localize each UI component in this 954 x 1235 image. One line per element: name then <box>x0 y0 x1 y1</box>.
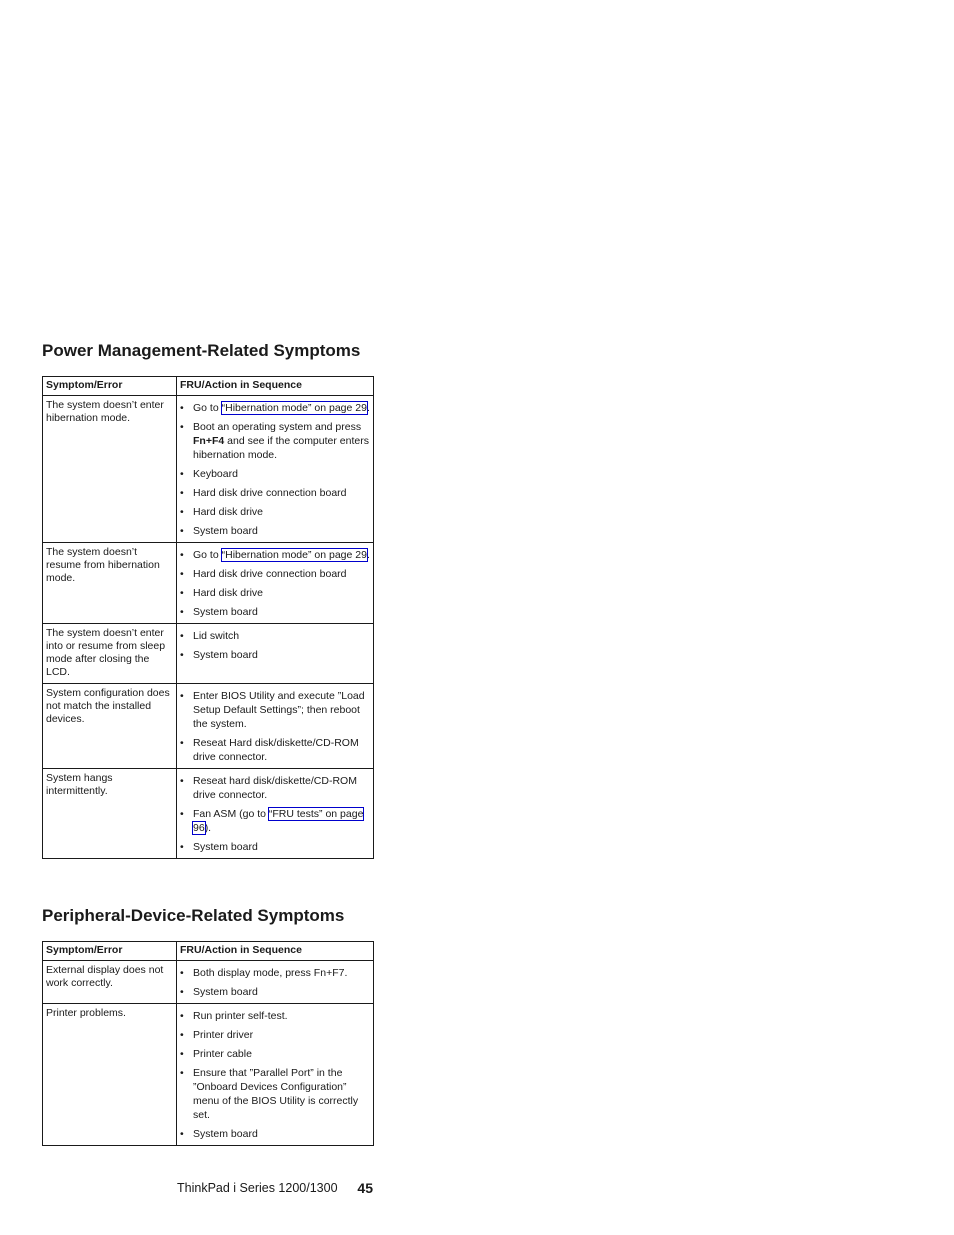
action-item <box>180 505 370 519</box>
bullet-icon: • <box>180 630 184 642</box>
table-body <box>43 961 374 1146</box>
action-text: Hard disk drive connection board <box>193 568 347 580</box>
action-text: System board <box>193 1128 258 1140</box>
bullet-icon: • <box>180 402 184 414</box>
book-title: ThinkPad i Series 1200/1300 <box>177 1181 338 1195</box>
bullet-icon: • <box>180 525 184 537</box>
bullet-icon: • <box>180 606 184 618</box>
action-item <box>180 1066 370 1122</box>
symptom-cell: The system doesn’t resume from hibernation mode. <box>43 543 177 624</box>
action-item <box>180 1127 370 1141</box>
section-heading: Power Management-Related Symptoms <box>42 341 361 360</box>
action-item <box>180 420 370 462</box>
table-header-row <box>43 377 374 396</box>
action-text: Fan ASM (go to <box>193 808 269 820</box>
action-text: Go to <box>193 402 222 414</box>
table-body <box>43 396 374 859</box>
action-cell <box>177 769 374 859</box>
bullet-icon: • <box>180 1048 184 1060</box>
action-text: Enter BIOS Utility and execute ”Load Setup Default Settings”; then reboot the system. <box>193 690 365 730</box>
action-text: System board <box>193 841 258 853</box>
header-symptom: Symptom/Error <box>43 377 177 396</box>
action-text: Reseat hard disk/diskette/CD-ROM drive connector. <box>193 775 357 801</box>
bullet-icon: • <box>180 506 184 518</box>
cross-reference-link[interactable]: “Hibernation mode” on page 29 <box>221 402 367 414</box>
action-text: Printer cable <box>193 1048 252 1060</box>
action-text: System board <box>193 606 258 618</box>
action-item[interactable] <box>180 401 370 415</box>
bullet-icon: • <box>180 568 184 580</box>
symptom-cell: Printer problems. <box>43 1004 177 1146</box>
bullet-icon: • <box>180 468 184 480</box>
bullet-icon: • <box>180 841 184 853</box>
action-list <box>180 774 370 854</box>
action-cell <box>177 1004 374 1146</box>
action-item <box>180 629 370 643</box>
action-cell <box>177 961 374 1004</box>
bullet-icon: • <box>180 549 184 561</box>
action-text: System board <box>193 649 258 661</box>
page-number: 45 <box>357 1180 373 1196</box>
table-row <box>43 684 374 769</box>
header-symptom: Symptom/Error <box>43 942 177 961</box>
bullet-icon: • <box>180 808 184 820</box>
action-item <box>180 1009 370 1023</box>
action-list <box>180 1009 370 1141</box>
bullet-icon: • <box>180 1067 184 1079</box>
symptom-cell: External display does not work correctly. <box>43 961 177 1004</box>
action-text: Boot an operating system and press <box>193 421 362 433</box>
action-text: Hard disk drive <box>193 587 264 599</box>
action-text: and see if the computer enters hibernation mode. <box>193 435 369 461</box>
power-management-section <box>42 341 373 859</box>
section-heading: Peripheral-Device-Related Symptoms <box>42 906 345 925</box>
symptom-table <box>42 376 374 859</box>
symptom-cell: System hangs intermittently. <box>43 769 177 859</box>
table-row <box>43 769 374 859</box>
action-text: Run printer self-test. <box>193 1010 288 1022</box>
action-item <box>180 486 370 500</box>
table-row <box>43 543 374 624</box>
symptom-cell: The system doesn’t enter into or resume from sleep mode after closing the LCD. <box>43 624 177 684</box>
symptom-table <box>42 941 374 1146</box>
action-text: ). <box>204 822 212 834</box>
action-list <box>180 689 370 764</box>
symptom-cell: System configuration does not match the installed devices. <box>43 684 177 769</box>
action-text: . <box>366 549 370 561</box>
action-item <box>180 840 370 854</box>
action-text: Hard disk drive <box>193 506 264 518</box>
action-text: Printer driver <box>193 1029 254 1041</box>
action-item <box>180 605 370 619</box>
bullet-icon: • <box>180 986 184 998</box>
action-item <box>180 985 370 999</box>
action-text: System board <box>193 986 258 998</box>
header-fru-action: FRU/Action in Sequence <box>177 942 374 961</box>
action-text: System board <box>193 525 258 537</box>
action-item <box>180 689 370 731</box>
table-row <box>43 396 374 543</box>
cross-reference-link[interactable]: “Hibernation mode” on page 29 <box>221 549 367 561</box>
action-text: Reseat Hard disk/diskette/CD-ROM drive connector. <box>193 737 359 763</box>
bullet-icon: • <box>180 487 184 499</box>
action-item <box>180 1047 370 1061</box>
action-item <box>180 1028 370 1042</box>
action-item <box>180 966 370 980</box>
action-item <box>180 567 370 581</box>
bullet-icon: • <box>180 421 184 433</box>
bullet-icon: • <box>180 1010 184 1022</box>
action-text: Go to <box>193 549 222 561</box>
action-item <box>180 648 370 662</box>
page-footer <box>177 1181 373 1195</box>
table-row <box>43 961 374 1004</box>
cross-reference-link[interactable]: “FRU tests” on page 96 <box>193 808 364 834</box>
table-header-row <box>43 942 374 961</box>
bullet-icon: • <box>180 775 184 787</box>
action-item <box>180 736 370 764</box>
action-text: Both display mode, press Fn+F7. <box>193 967 348 979</box>
action-item <box>180 774 370 802</box>
action-list <box>180 966 370 999</box>
bullet-icon: • <box>180 737 184 749</box>
symptom-cell: The system doesn’t enter hibernation mode. <box>43 396 177 543</box>
bullet-icon: • <box>180 967 184 979</box>
action-item[interactable] <box>180 548 370 562</box>
bullet-icon: • <box>180 1128 184 1140</box>
action-cell <box>177 684 374 769</box>
action-list <box>180 401 370 538</box>
action-text: Ensure that ”Parallel Port” in the ”Onboard Devices Configuration” menu of the BIOS Utility is correctly set. <box>193 1067 359 1121</box>
action-cell <box>177 396 374 543</box>
bullet-icon: • <box>180 587 184 599</box>
bullet-icon: • <box>180 1029 184 1041</box>
action-text: Lid switch <box>193 630 240 642</box>
action-item[interactable] <box>180 807 370 835</box>
action-text: Keyboard <box>193 468 238 480</box>
table-row <box>43 1004 374 1146</box>
key-combo: Fn+F4 <box>193 435 225 447</box>
action-item <box>180 586 370 600</box>
bullet-icon: • <box>180 690 184 702</box>
action-item <box>180 524 370 538</box>
action-cell <box>177 624 374 684</box>
action-item <box>180 467 370 481</box>
peripheral-device-section <box>42 906 373 1146</box>
table-row <box>43 624 374 684</box>
action-cell <box>177 543 374 624</box>
action-list <box>180 629 370 662</box>
bullet-icon: • <box>180 649 184 661</box>
action-list <box>180 548 370 619</box>
action-text: . <box>366 402 370 414</box>
action-text: Hard disk drive connection board <box>193 487 347 499</box>
header-fru-action: FRU/Action in Sequence <box>177 377 374 396</box>
